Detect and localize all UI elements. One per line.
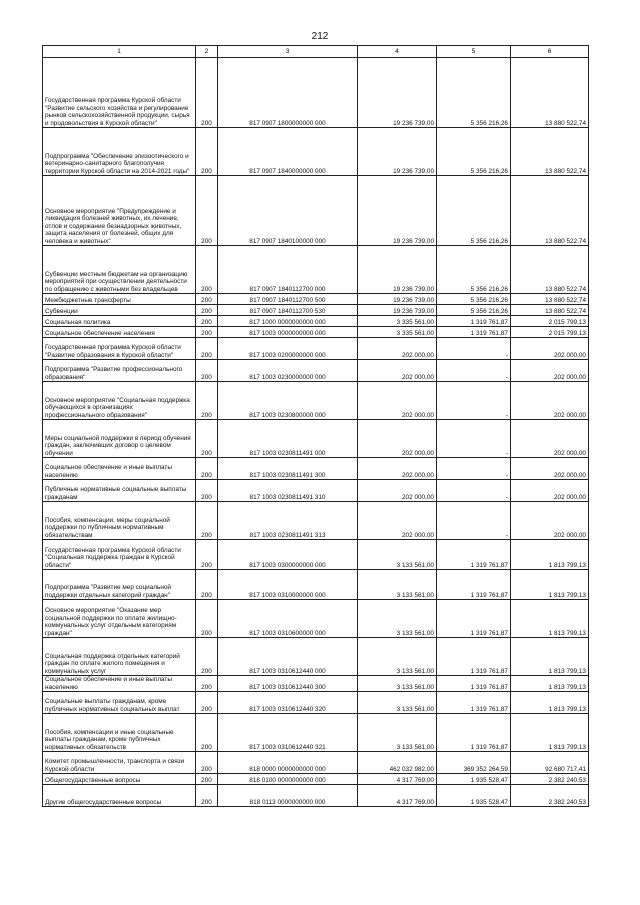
row-approved-amount: 3 133 561,00 [358,600,437,638]
row-budget-code: 817 1003 0000000000 000 [218,327,358,338]
row-budget-code: 817 0907 1840112700 000 [218,246,358,294]
row-executed-amount: 1 319 761,87 [437,638,511,676]
row-name: Социальные выплаты гражданам, кроме публичных нормативных социальных выплат [43,692,196,714]
row-line-code: 200 [196,360,218,382]
table-row [43,360,589,382]
table-row [43,540,589,570]
row-name: Пособия, компенсации и иные социальные выплаты гражданам, кроме публичных нормативных обязательств [43,714,196,752]
row-line-code: 200 [196,676,218,692]
column-header: 2 [196,46,218,58]
row-line-code: 200 [196,128,218,176]
row-unexecuted-amount: 13 880 522,74 [511,128,589,176]
row-budget-code: 817 1003 0310612440 000 [218,638,358,676]
row-line-code: 200 [196,305,218,316]
row-unexecuted-amount: 2 015 799,13 [511,316,589,327]
row-unexecuted-amount: 2 382 240,53 [511,774,589,785]
row-line-code: 200 [196,382,218,420]
row-name: Социальная поддержка отдельных категорий граждан по оплате жилого помещения и коммунальных услуг [43,638,196,676]
row-budget-code: 817 1003 0230811491 310 [218,480,358,502]
row-executed-amount: 1 319 761,87 [437,570,511,600]
table-row [43,458,589,480]
table-row [43,382,589,420]
row-unexecuted-amount: 92 680 717,41 [511,752,589,774]
table-row [43,692,589,714]
table-row [43,176,589,246]
row-line-code: 200 [196,480,218,502]
table-row [43,774,589,785]
row-name: Меры социальной поддержки в период обучения граждан, заключивших договор о целевом обучении [43,420,196,458]
row-approved-amount: 3 133 561,00 [358,692,437,714]
row-executed-amount: 1 319 761,87 [437,540,511,570]
row-approved-amount: 202 000,00 [358,338,437,360]
row-name: Государственная программа Курской области "Развитие образования в Курской области" [43,338,196,360]
row-line-code: 200 [196,785,218,807]
row-approved-amount: 3 133 561,00 [358,676,437,692]
row-name: Другие общегосударственные вопросы [43,785,196,807]
row-executed-amount: - [437,480,511,502]
row-line-code: 200 [196,714,218,752]
row-budget-code: 818 0113 0000000000 000 [218,785,358,807]
row-line-code: 200 [196,420,218,458]
row-budget-code: 817 0907 1840112700 530 [218,305,358,316]
row-budget-code: 817 1000 0000000000 000 [218,316,358,327]
table-row [43,600,589,638]
row-line-code: 200 [196,246,218,294]
row-budget-code: 817 0907 1800000000 000 [218,58,358,128]
row-name: Социальное обеспечение и иные выплаты населению [43,676,196,692]
row-approved-amount: 202 000,00 [358,480,437,502]
row-executed-amount: - [437,420,511,458]
table-row [43,294,589,305]
row-name: Основное мероприятие "Оказание мер социальной поддержки по оплате жилищно-коммунальных услуг отдельным категориям граждан" [43,600,196,638]
row-approved-amount: 4 317 769,00 [358,785,437,807]
row-budget-code: 817 1003 0310612440 300 [218,676,358,692]
row-line-code: 200 [196,638,218,676]
row-budget-code: 817 1003 0230811491 313 [218,502,358,540]
row-unexecuted-amount: 1 813 799,13 [511,676,589,692]
row-unexecuted-amount: 1 813 799,13 [511,600,589,638]
row-approved-amount: 202 000,00 [358,420,437,458]
row-executed-amount: 1 935 528,47 [437,785,511,807]
table-row [43,502,589,540]
row-unexecuted-amount: 1 813 799,13 [511,540,589,570]
row-line-code: 200 [196,600,218,638]
row-name: Социальное обеспечение населения [43,327,196,338]
row-name: Межбюджетные трансферты [43,294,196,305]
row-unexecuted-amount: 1 813 799,13 [511,714,589,752]
table-row [43,570,589,600]
row-line-code: 200 [196,294,218,305]
row-approved-amount: 3 133 561,00 [358,638,437,676]
row-name: Подпрограмма "Развитие профессионального образования" [43,360,196,382]
row-executed-amount: 1 319 761,87 [437,676,511,692]
row-name: Публичные нормативные социальные выплаты гражданам [43,480,196,502]
row-executed-amount: - [437,382,511,420]
row-executed-amount: - [437,360,511,382]
row-name: Подпрограмма "Развитие мер социальной поддержки отдельных категорий граждан" [43,570,196,600]
row-approved-amount: 19 236 739,00 [358,305,437,316]
row-approved-amount: 3 335 561,00 [358,327,437,338]
table-row [43,420,589,458]
row-approved-amount: 202 000,00 [358,502,437,540]
table-row [43,246,589,294]
row-line-code: 200 [196,327,218,338]
table-row [43,338,589,360]
row-executed-amount: 1 935 528,47 [437,774,511,785]
row-name: Государственная программа Курской области "Социальная поддержка граждан в Курской области" [43,540,196,570]
row-budget-code: 817 1003 0230000000 000 [218,360,358,382]
row-executed-amount: 5 356 216,26 [437,294,511,305]
row-budget-code: 817 1003 0310612440 321 [218,714,358,752]
table-row [43,316,589,327]
table-row [43,676,589,692]
row-executed-amount: 5 356 216,26 [437,128,511,176]
row-budget-code: 817 1003 0310612440 320 [218,692,358,714]
row-unexecuted-amount: 202 000,00 [511,382,589,420]
table-row [43,785,589,807]
row-budget-code: 818 0100 0000000000 000 [218,774,358,785]
row-executed-amount: 1 319 761,87 [437,692,511,714]
row-executed-amount: 5 356 216,26 [437,176,511,246]
row-unexecuted-amount: 202 000,00 [511,338,589,360]
table-row [43,327,589,338]
row-name: Субвенции [43,305,196,316]
budget-execution-table [42,45,589,807]
column-header: 6 [511,46,589,58]
row-line-code: 200 [196,692,218,714]
row-executed-amount: 5 356 216,26 [437,305,511,316]
row-name: Субвенции местным бюджетам на организацию мероприятий при осуществлении деятельности по обращению с животными без владельцев [43,246,196,294]
row-budget-code: 817 0907 1840000000 000 [218,128,358,176]
row-line-code: 200 [196,58,218,128]
row-line-code: 200 [196,752,218,774]
row-unexecuted-amount: 202 000,00 [511,420,589,458]
row-budget-code: 818 0000 0000000000 000 [218,752,358,774]
row-executed-amount: - [437,502,511,540]
table-row [43,752,589,774]
row-approved-amount: 19 236 739,00 [358,246,437,294]
row-line-code: 200 [196,502,218,540]
column-header: 4 [358,46,437,58]
row-line-code: 200 [196,540,218,570]
row-unexecuted-amount: 202 000,00 [511,502,589,540]
row-line-code: 200 [196,458,218,480]
table-row [43,714,589,752]
row-name: Пособия, компенсации, меры социальной поддержки по публичным нормативным обязательствам [43,502,196,540]
row-executed-amount: 369 352 264,59 [437,752,511,774]
row-name: Государственная программа Курской области "Развитие сельского хозяйства и регулирование рынков сельскохозяйственной продукции, сырья и продовольствия в Курской области" [43,58,196,128]
row-executed-amount: 1 319 761,87 [437,316,511,327]
row-unexecuted-amount: 13 880 522,74 [511,176,589,246]
row-unexecuted-amount: 13 880 522,74 [511,305,589,316]
row-unexecuted-amount: 13 880 522,74 [511,58,589,128]
row-unexecuted-amount: 13 880 522,74 [511,246,589,294]
column-header: 3 [218,46,358,58]
row-executed-amount: 1 319 761,87 [437,327,511,338]
row-line-code: 200 [196,774,218,785]
row-unexecuted-amount: 1 813 799,13 [511,638,589,676]
row-budget-code: 817 0907 1840112700 500 [218,294,358,305]
page-number: 212 [311,31,329,42]
row-approved-amount: 3 133 561,00 [358,714,437,752]
row-line-code: 200 [196,316,218,327]
table-row [43,58,589,128]
row-executed-amount: 5 356 216,26 [437,58,511,128]
row-line-code: 200 [196,570,218,600]
table-row [43,128,589,176]
row-unexecuted-amount: 1 813 799,13 [511,570,589,600]
row-unexecuted-amount: 1 813 799,13 [511,692,589,714]
row-name: Подпрограмма "Обеспечение эпизоотического и ветеринарно-санитарного благополучия территории Курской области на 2014-2021 годы" [43,128,196,176]
row-executed-amount: - [437,338,511,360]
row-budget-code: 817 1003 0310000000 000 [218,570,358,600]
row-budget-code: 817 1003 0300000000 000 [218,540,358,570]
row-name: Социальное обеспечение и иные выплаты населению [43,458,196,480]
row-approved-amount: 19 236 739,00 [358,58,437,128]
row-line-code: 200 [196,338,218,360]
row-approved-amount: 202 000,00 [358,360,437,382]
table-header-row [43,46,589,58]
row-line-code: 200 [196,176,218,246]
row-unexecuted-amount: 202 000,00 [511,458,589,480]
column-header: 5 [437,46,511,58]
row-approved-amount: 3 335 561,00 [358,316,437,327]
row-budget-code: 817 1003 0230811491 000 [218,420,358,458]
row-approved-amount: 4 317 769,00 [358,774,437,785]
table-row [43,638,589,676]
row-name: Комитет промышленности, транспорта и связи Курской области [43,752,196,774]
row-budget-code: 817 0907 1840100000 000 [218,176,358,246]
row-approved-amount: 202 000,00 [358,458,437,480]
row-budget-code: 817 1003 0230800000 000 [218,382,358,420]
row-unexecuted-amount: 202 000,00 [511,360,589,382]
row-approved-amount: 19 236 739,00 [358,294,437,305]
table-row [43,480,589,502]
row-approved-amount: 3 133 561,00 [358,540,437,570]
row-budget-code: 817 1003 0200000000 000 [218,338,358,360]
row-approved-amount: 19 236 739,00 [358,128,437,176]
row-name: Общегосударственные вопросы [43,774,196,785]
row-executed-amount: - [437,458,511,480]
row-approved-amount: 19 236 739,00 [358,176,437,246]
row-approved-amount: 462 032 982,00 [358,752,437,774]
row-unexecuted-amount: 13 880 522,74 [511,294,589,305]
row-unexecuted-amount: 2 015 799,13 [511,327,589,338]
row-budget-code: 817 1003 0230811491 300 [218,458,358,480]
row-approved-amount: 3 133 561,00 [358,570,437,600]
row-unexecuted-amount: 2 382 240,53 [511,785,589,807]
row-name: Социальная политика [43,316,196,327]
row-approved-amount: 202 000,00 [358,382,437,420]
row-name: Основное мероприятие "Предупреждение и ликвидация болезней животных, их лечение, отлов и содержание безнадзорных животных, защита населения от болезней, общих для человека и животных" [43,176,196,246]
column-header: 1 [43,46,196,58]
row-budget-code: 817 1003 0310600000 000 [218,600,358,638]
row-executed-amount: 5 356 216,26 [437,246,511,294]
row-name: Основное мероприятие "Социальная поддержка обучающихся в организациях профессионального образования" [43,382,196,420]
row-unexecuted-amount: 202 000,00 [511,480,589,502]
row-executed-amount: 1 319 761,87 [437,600,511,638]
row-executed-amount: 1 319 761,87 [437,714,511,752]
table-row [43,305,589,316]
